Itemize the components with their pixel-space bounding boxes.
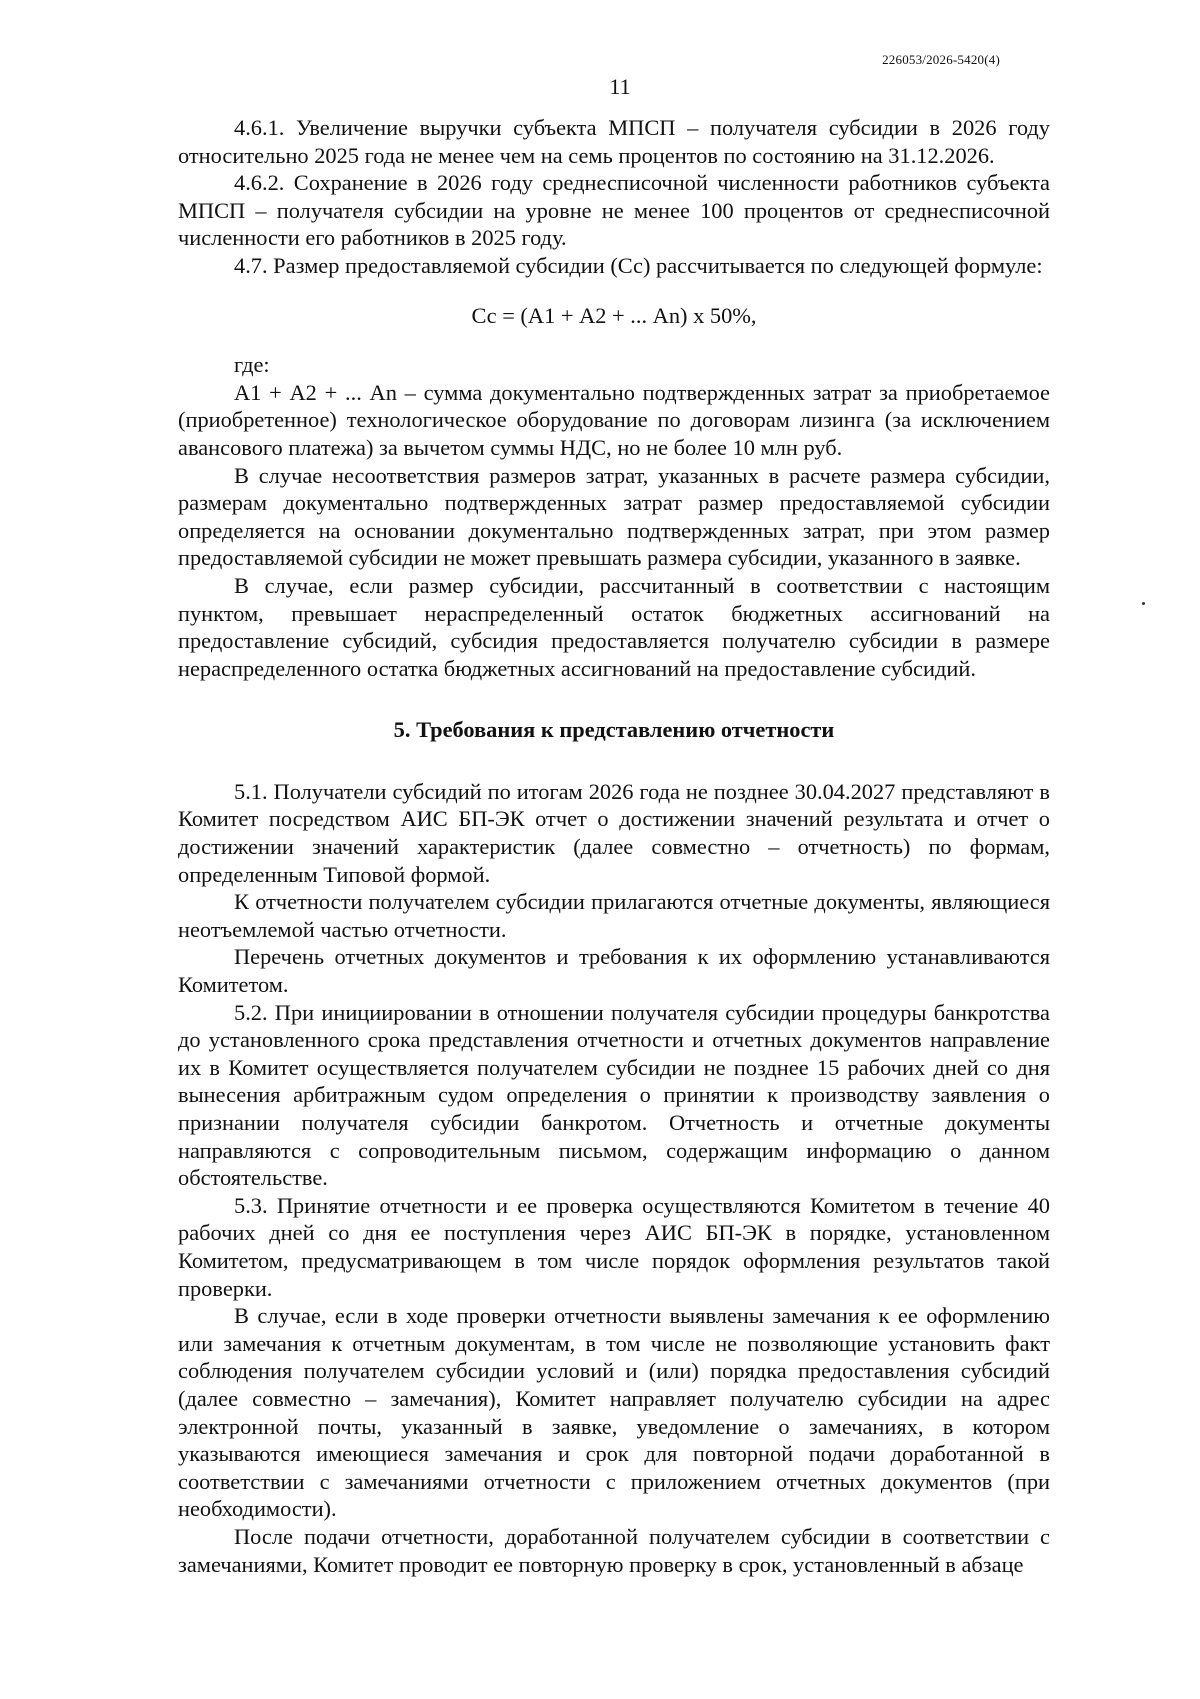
paragraph-4-6-1: 4.6.1. Увеличение выручки субъекта МПСП – получателя субсидии в 2026 году относительно 2025 года не менее чем на семь процентов по состоянию на 31.12.2026. <box>178 115 1050 168</box>
paragraph-remarks: В случае, если в ходе проверки отчетности выявлены замечания к ее оформлению или замечания к отчетным документам, в том числе не позволяющие установить факт соблюдения получателем субсидии условий и (или) порядка предоставления субсидий (далее совместно – замечания), Комитет направляет получателю субсидии на адрес электронной почты, указанный в заявке, уведомление о замечаниях, в котором указываются имеющиеся замечания и срок для повторной подачи доработанной в соответствии с замечаниями отчетности с приложением отчетных документов (при необходимости). <box>178 1303 1050 1522</box>
paragraph-5-1: 5.1. Получатели субсидий по итогам 2026 года не позднее 30.04.2027 представляют в Комитет посредством АИС БП-ЭК отчет о достижении значений результата и отчет о достижении значений характеристик (далее совместно – отчетность) по формам, определенным Типовой формой. <box>178 778 1050 887</box>
paragraph-4-7: 4.7. Размер предоставляемой субсидии (Сс) рассчитывается по следующей формуле: <box>234 252 1043 278</box>
paragraph-cost-mismatch: В случае несоответствия размеров затрат, указанных в расчете размера субсидии, размерам документально подтвержденных затрат размер предоставляемой субсидии определяется на основании документально подтвержденных затрат, при этом размер предоставляемой субсидии не может превышать размера субсидии, указанного в заявке. <box>178 462 1050 571</box>
document-body <box>178 114 1050 1578</box>
section-5-heading: 5. Требования к представлению отчетности <box>393 717 835 743</box>
subsidy-formula: Сс = (А1 + А2 + ... Аn) х 50%, <box>471 302 757 328</box>
paragraph-reporting-documents: К отчетности получателем субсидии прилагаются отчетные документы, являющиеся неотъемлемой частью отчетности. <box>178 889 1050 942</box>
document-id: 226053/2026-5420(4) <box>882 52 1000 67</box>
paragraph-exceeds-budget: В случае, если размер субсидии, рассчитанный в соответствии с настоящим пунктом, превышает нераспределенный остаток бюджетных ассигнований на предоставление субсидий, субсидия предоставляется получателю субсидии в размере нераспределенного остатка бюджетных ассигнований на предоставление субсидий. <box>178 572 1050 681</box>
scan-speck <box>1142 602 1145 605</box>
paragraph-resubmission: После подачи отчетности, доработанной получателем субсидии в соответствии с замечаниями, Комитет проводит ее повторную проверку в срок, установленный в абзаце <box>178 1523 1050 1577</box>
paragraph-cost-sum: А1 + А2 + ... Аn – сумма документально подтвержденных затрат за приобретаемое (приобретенное) технологическое оборудование по договорам лизинга (за исключением авансового платежа) за вычетом суммы НДС, но не более 10 млн руб. <box>178 379 1050 460</box>
formula-where-label: где: <box>234 352 270 378</box>
paragraph-4-6-2: 4.6.2. Сохранение в 2026 году среднесписочной численности работников субъекта МПСП – получателя субсидии на уровне не менее 100 процентов от среднесписочной численности его работников в 2025 году. <box>178 170 1050 251</box>
paragraph-documents-list: Перечень отчетных документов и требования к их оформлению устанавливаются Комитетом. <box>178 944 1050 998</box>
page-number: 11 <box>609 74 631 99</box>
paragraph-5-2: 5.2. При инициировании в отношении получателя субсидии процедуры банкротства до установленного срока представления отчетности и отчетных документов направление их в Комитет осуществляется получателем субсидии не позднее 15 рабочих дней со дня вынесения арбитражным судом определения о принятии к производству заявления о признании получателя субсидии банкротом. Отчетность и отчетные документы направляются с сопроводительным письмом, содержащим информацию о данном обстоятельстве. <box>178 999 1050 1191</box>
paragraph-5-3: 5.3. Принятие отчетности и ее проверка осуществляются Комитетом в течение 40 рабочих дней со дня ее поступления через АИС БП-ЭК в порядке, установленном Комитетом, предусматривающем в том числе порядок оформления результатов такой проверки. <box>178 1192 1050 1301</box>
